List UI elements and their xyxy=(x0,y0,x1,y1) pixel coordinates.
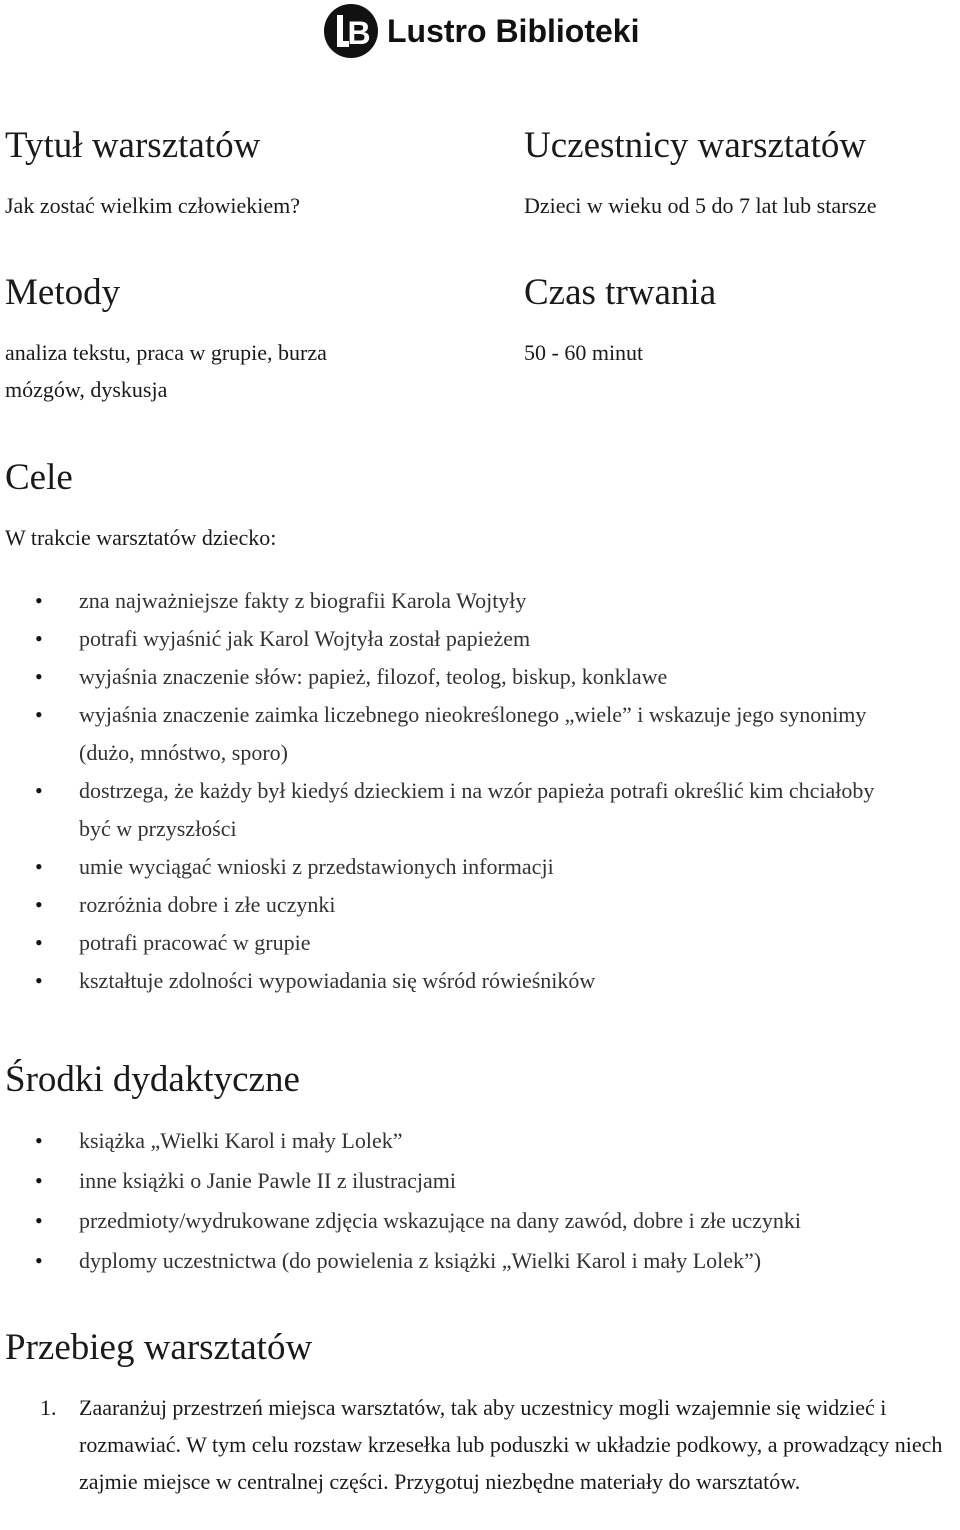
course-step xyxy=(0,1389,960,1500)
goal-item: • zna najważniejsze fakty z biografii Karola Wojtyły xyxy=(0,582,900,620)
participants-heading: Uczestnicy warsztatów xyxy=(524,125,867,166)
methods-value: analiza tekstu, praca w grupie, burza mózgów, dyskusja xyxy=(5,340,327,402)
material-item: • inne książki o Janie Pawle II z ilustracjami xyxy=(0,1161,940,1201)
goal-item: • dostrzega, że każdy był kiedyś dzieckiem i na wzór papieża potrafi określić kim chciałoby być w przyszłości xyxy=(0,772,900,848)
goals-heading: Cele xyxy=(5,457,73,498)
duration-value: 50 - 60 minut xyxy=(524,340,644,365)
goal-item: • wyjaśnia znaczenie zaimka liczebnego nieokreślonego „wiele” i wskazuje jego synonimy (dużo, mnóstwo, sporo) xyxy=(0,696,900,772)
goal-item: • kształtuje zdolności wypowiadania się wśród rówieśników xyxy=(0,962,900,1000)
logo-text: Lustro Biblioteki xyxy=(387,13,640,49)
goals-intro: W trakcie warsztatów dziecko: xyxy=(5,525,277,550)
material-item: • książka „Wielki Karol i mały Lolek” xyxy=(0,1121,940,1161)
title-heading: Tytuł warsztatów xyxy=(5,125,261,166)
title-value: Jak zostać wielkim człowiekiem? xyxy=(5,193,301,218)
course-heading: Przebieg warsztatów xyxy=(5,1327,313,1368)
material-item: • dyplomy uczestnictwa (do powielenia z książki „Wielki Karol i mały Lolek”) xyxy=(0,1241,940,1281)
goal-item: • potrafi wyjaśnić jak Karol Wojtyła został papieżem xyxy=(0,620,900,658)
materials-heading: Środki dydaktyczne xyxy=(5,1059,300,1100)
materials-list xyxy=(0,1121,940,1281)
material-item: • przedmioty/wydrukowane zdjęcia wskazujące na dany zawód, dobre i złe uczynki xyxy=(0,1201,940,1241)
step-number: 1. xyxy=(40,1395,57,1420)
participants-value: Dzieci w wieku od 5 do 7 lat lub starsze xyxy=(524,193,877,218)
step-text: Zaaranżuj przestrzeń miejsca warsztatów, tak aby uczestnicy mogli wzajemnie się widzieć i rozmawiać. W tym celu rozstaw krzesełka lub poduszki w układzie podkowy, a prowadzący niech zajmie miejsce w centralnej części. Przygotuj niezbędne materiały do warsztatów. xyxy=(79,1395,943,1494)
logo-mark-icon xyxy=(323,3,379,59)
lustro-biblioteki-logo xyxy=(323,3,639,59)
methods-heading: Metody xyxy=(5,272,121,313)
goal-item: • umie wyciągać wnioski z przedstawionych informacji xyxy=(0,848,900,886)
goals-list xyxy=(0,582,900,1000)
goal-item: • potrafi pracować w grupie xyxy=(0,924,900,962)
course-steps xyxy=(0,1389,960,1500)
logo-mark-letter: B xyxy=(347,15,371,51)
goal-item: • wyjaśnia znaczenie słów: papież, filozof, teolog, biskup, konklawe xyxy=(0,658,900,696)
goal-item: • rozróżnia dobre i złe uczynki xyxy=(0,886,900,924)
duration-heading: Czas trwania xyxy=(524,272,717,313)
